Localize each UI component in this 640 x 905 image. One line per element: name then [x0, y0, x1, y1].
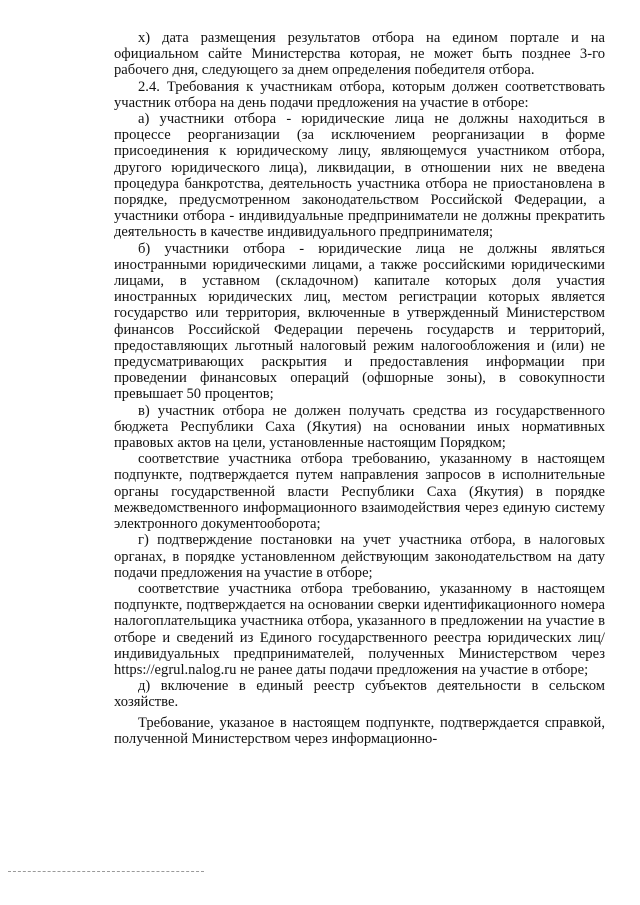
paragraph-item-x: х) дата размещения результатов отбора на едином портале и на официальном сайте Министерства которая, не может быть позднее 3-го рабочего дня, следующего за днем определения победителя отбора.	[114, 30, 605, 79]
document-page	[114, 30, 605, 747]
paragraph-item-d: д) включение в единый реестр субъектов деятельности в сельском хозяйстве.	[114, 678, 605, 711]
paragraph-item-d-confirmation: Требование, указаное в настоящем подпункте, подтверждается справкой, полученной Министерством через информационно-	[114, 714, 605, 747]
paragraph-item-a: а) участники отбора - юридические лица не должны находиться в процессе реорганизации (за исключением реорганизации в форме присоединения к юридическому лицу, являющемуся участником отбора, другого юридического лица), ликвидации, в отношении них не введена процедура банкротства, деятельность участника отбора не приостановлена в порядке, предусмотренном законодательством Российской Федерации, а участники отбора - индивидуальные предприниматели не должны прекратить деятельность в качестве индивидуального предпринимателя;	[114, 111, 605, 241]
paragraph-section-2-4: 2.4. Требования к участникам отбора, которым должен соответствовать участник отбора на день подачи предложения на участие в отборе:	[114, 78, 605, 111]
paragraph-item-v: в) участник отбора не должен получать средства из государственного бюджета Республики Саха (Якутия) на основании иных нормативных правовых актов на цели, установленные настоящим Порядком;	[114, 402, 605, 452]
paragraph-item-v-confirmation: соответствие участника отбора требованию, указанному в настоящем подпункте, подтверждается путем направления запросов в исполнительные органы государственной власти Республики Саха (Якутия) в порядке межведомственного информационного взаимодействия через единую систему электронного документооборота;	[114, 451, 605, 533]
footer-divider	[8, 871, 204, 872]
paragraph-item-g-confirmation: соответствие участника отбора требованию, указанному в настоящем подпункте, подтверждается на основании сверки идентификационного номера налогоплательщика участника отбора, указанного в предложении на участие в отборе и сведений из Единого государственного реестра юридических лиц/индивидуальных предпринимателей, полученных Министерством через https://egrul.nalog.ru не ранее даты подачи предложения на участие в отборе;	[114, 580, 605, 678]
paragraph-item-b: б) участники отбора - юридические лица не должны являться иностранными юридическими лицами, а также российскими юридическими лицами, в уставном (складочном) капитале которых доля участия иностранных юридических лиц, местом регистрации которых является государство или территория, включенные в утвержденный Министерством финансов Российской Федерации перечень государств и территорий, предоставляющих льготный налоговый режим налогообложения и (или) не предусматривающих раскрытия и предоставления информации при проведении финансовых операций (офшорные зоны), в совокупности превышает 50 процентов;	[114, 240, 605, 403]
paragraph-item-g: г) подтверждение постановки на учет участника отбора, в налоговых органах, в порядке установленном действующим законодательством на дату подачи предложения на участие в отборе;	[114, 532, 605, 581]
